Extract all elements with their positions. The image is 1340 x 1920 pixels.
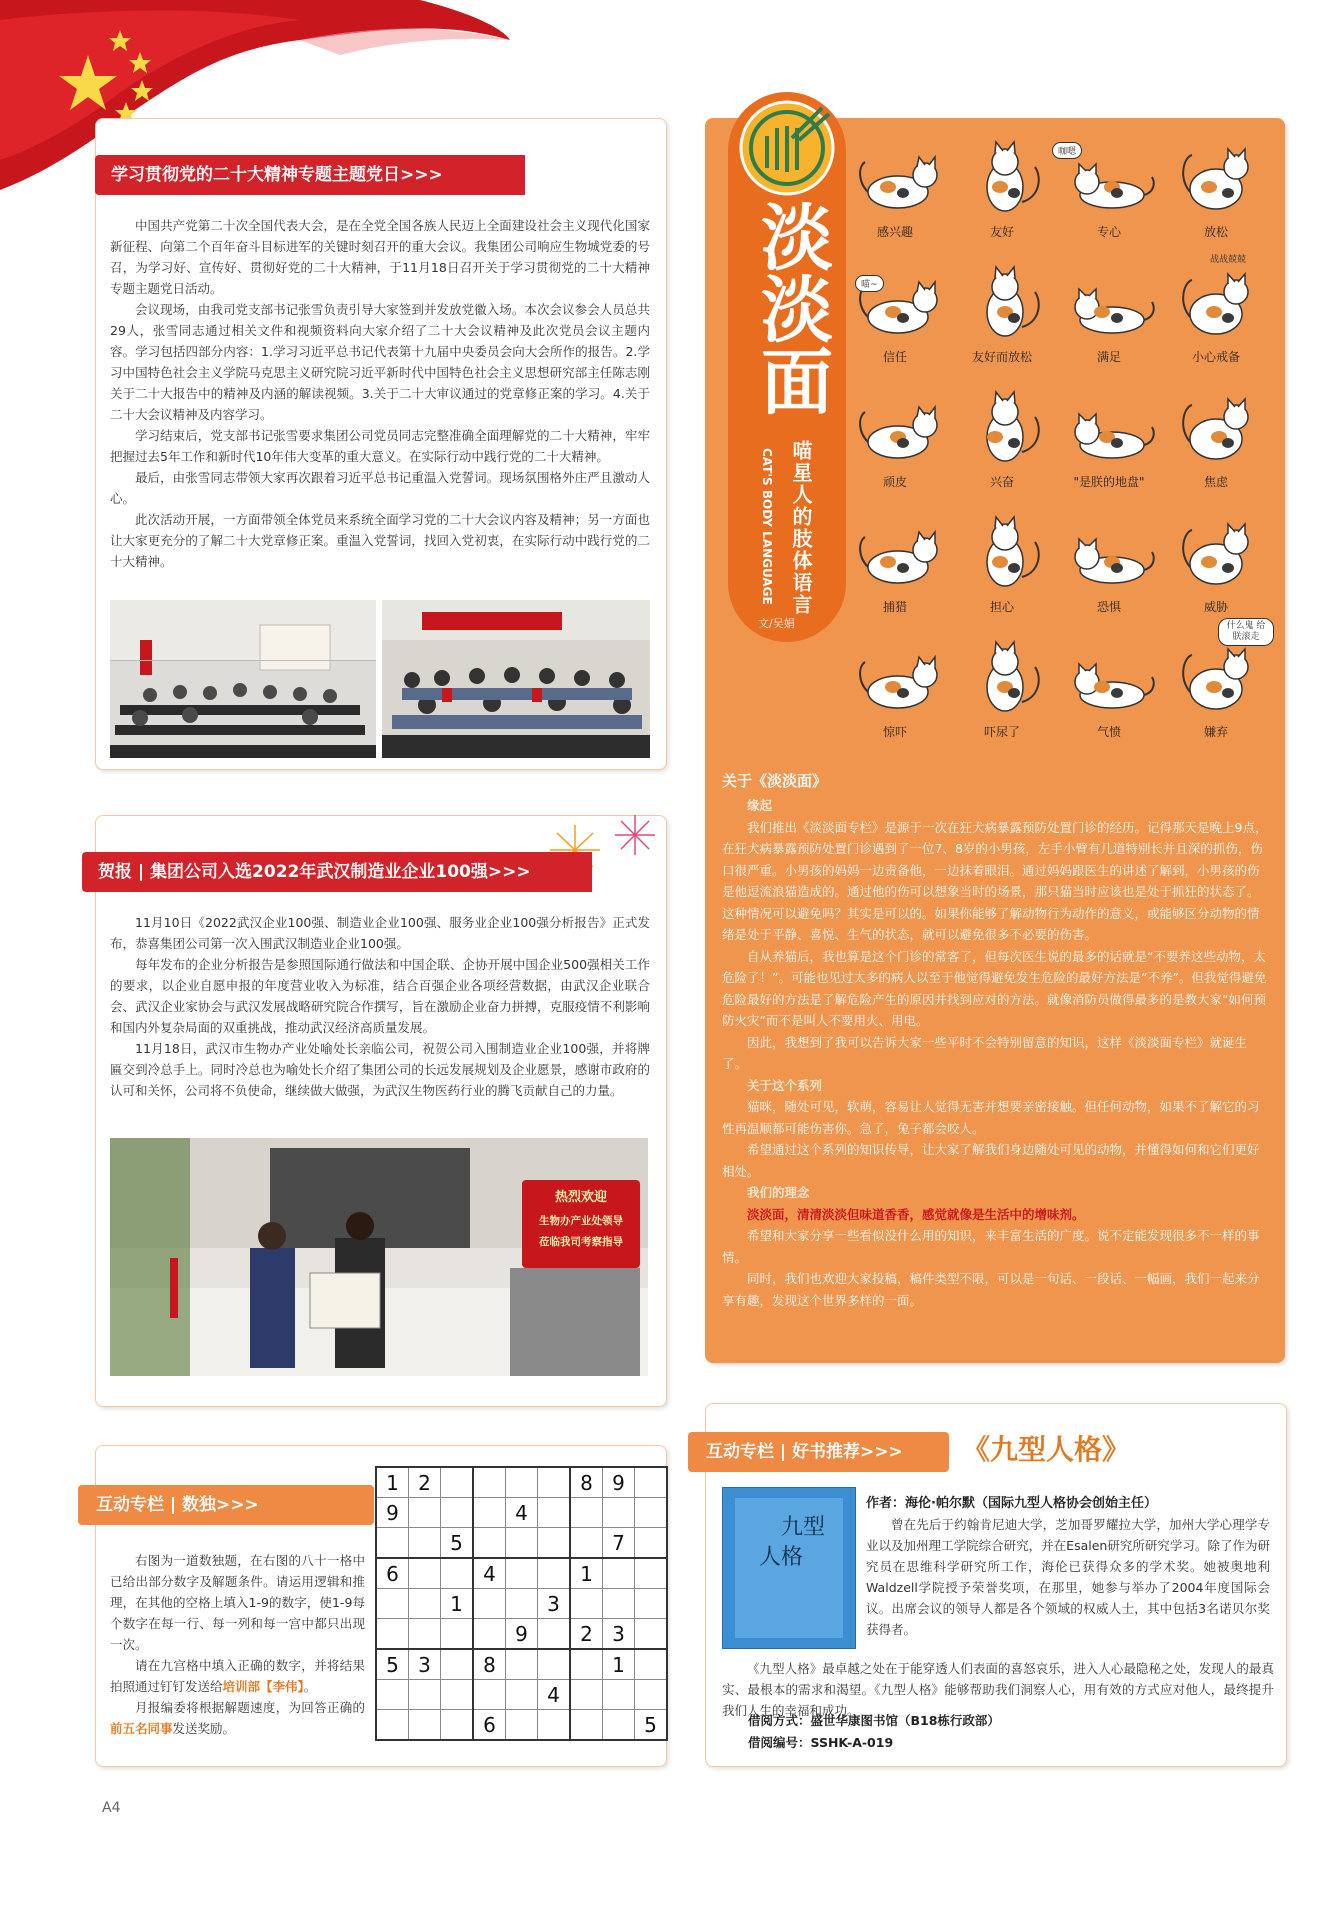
- paragraph: 曾在先后于约翰肯尼迪大学，芝加哥罗耀拉大学，加州大学心理学专业以及加州理工学院综合研究，并在Esalen研究所研究学习。除了作为研究员在思维科学研究所工作，海伦已获得众多的学术奖。她被奥地利Waldzell学院授予荣誉奖项，在那里，她参与举办了2004年度国际会议。出席会议的领导人都是各个领域的权威人士，其中包括3名诺贝尔奖获得者。: [866, 1517, 1270, 1637]
- sudoku-cell[interactable]: [409, 1589, 441, 1619]
- banner-line1: 热烈欢迎: [554, 1190, 607, 1205]
- sudoku-cell[interactable]: [473, 1619, 506, 1650]
- cat-label: 威胁: [1203, 600, 1228, 614]
- sub-origin: 缘起: [747, 798, 773, 813]
- paragraph: 我们推出《淡淡面专栏》是源于一次在狂犬病暴露预防处置门诊的经历。记得那天是晚上9点，在狂犬病暴露预防处置门诊遇到了一位7、8岁的小男孩，左手小臂有几道特别长并且深的抓伤，伤口很严重。小男孩的妈妈一边责备他，一边抹着眼泪。通过妈妈跟医生的讲述了解到，小男孩的伤是他逗流浪猫造成的。通过他的伤可以想象当时的场景，那只猫当时应该也是处于抓狂的状态了。这种情况可以避免吗？其实是可以的。如果你能够了解动物行为动作的意义，或能够区分动物的情绪是处于平静、喜悦、生气的状态，就可以避免很多不必要的伤害。: [722, 819, 1268, 942]
- cover-title-2: 人格: [759, 1545, 804, 1570]
- sudoku-cell[interactable]: [538, 1498, 571, 1528]
- sudoku-grid[interactable]: [375, 1466, 668, 1741]
- sudoku-cell[interactable]: 4: [538, 1680, 571, 1710]
- cat-label: 小心戒备: [1191, 350, 1240, 364]
- book-cover: [722, 1487, 856, 1649]
- sudoku-cell[interactable]: [473, 1498, 506, 1528]
- sudoku-cell[interactable]: 8: [570, 1467, 603, 1498]
- sudoku-cell[interactable]: 2: [570, 1619, 603, 1650]
- sudoku-cell[interactable]: [441, 1710, 474, 1741]
- sudoku-row: [376, 1498, 667, 1528]
- cat-label: 放松: [1203, 225, 1228, 239]
- cat-label: 兴奋: [989, 475, 1014, 489]
- sudoku-cell[interactable]: [570, 1498, 603, 1528]
- cat-icon: [960, 262, 1050, 347]
- sudoku-cell[interactable]: [635, 1680, 668, 1710]
- sudoku-cell[interactable]: [506, 1710, 538, 1741]
- cat-label: 恐惧: [1096, 600, 1121, 614]
- instruction-1: 右图为一道数独题，在右图的八十一格中已给出部分数字及解题条件。请运用逻辑和推理，在其他的空格上填入1-9的数字，使1-9每个数字在每一行、每一列和每一宫中都只出现一次。: [110, 1553, 365, 1652]
- cat-icon: [1067, 262, 1157, 347]
- sudoku-row: [376, 1467, 667, 1498]
- cover-title-1: 九型: [781, 1515, 826, 1540]
- cat-label: 感兴趣: [876, 225, 913, 239]
- cat-label: 友好而放松: [971, 350, 1032, 364]
- borrow-method: 借阅方式：盛世华康图书馆（B18栋行政部）: [748, 1713, 1000, 1728]
- sudoku-cell[interactable]: [441, 1649, 474, 1680]
- sudoku-cell[interactable]: [473, 1589, 506, 1619]
- speech-bubble: 咖嗯: [1052, 142, 1082, 159]
- cat-label: 惊吓: [882, 725, 907, 739]
- tandan-author: 文/吴娟: [758, 617, 795, 630]
- sudoku-cell[interactable]: [635, 1558, 668, 1589]
- cat-icon: [1067, 387, 1157, 472]
- cat-icon: [1174, 262, 1264, 347]
- sudoku-cell[interactable]: 9: [603, 1467, 635, 1498]
- sudoku-cell[interactable]: [409, 1528, 441, 1559]
- cat-icon: [853, 637, 943, 722]
- about-title: 关于《淡淡面》: [722, 772, 828, 790]
- sub-philosophy: 我们的理念: [747, 1185, 810, 1200]
- cat-icon: [1067, 512, 1157, 597]
- paragraph: 《九型人格》最卓越之处在于能穿透人们表面的喜怒哀乐，进入人心最隐秘之处，发现人的最真实、最根本的需求和渴望。《九型人格》能够帮助我们洞察人心，用有效的方式应对他人，最终提升我们人生的幸福和成功。: [722, 1661, 1274, 1718]
- borrow-code: 借阅编号：SSHK-A-019: [748, 1735, 894, 1750]
- sudoku-cell[interactable]: [441, 1619, 474, 1650]
- sudoku-cell[interactable]: [409, 1558, 441, 1589]
- sudoku-cell[interactable]: 5: [441, 1528, 474, 1559]
- sudoku-cell[interactable]: [506, 1589, 538, 1619]
- paragraph: 中国共产党第二十次全国代表大会，是在全党全国各族人民迈上全面建设社会主义现代化国家新征程、向第二个百年奋斗目标进军的关键时刻召开的重大会议。我集团公司响应生物城党委的号召，为学习好、宣传好、贯彻好党的二十大精神，于11月18日召开关于学习贯彻党的二十大精神专题主题党日活动。: [110, 218, 650, 296]
- sudoku-cell[interactable]: [570, 1680, 603, 1710]
- banner-line2: 生物办产业处领导: [539, 1215, 623, 1227]
- cat-label: 嫌弃: [1203, 725, 1228, 739]
- sudoku-cell[interactable]: [506, 1649, 538, 1680]
- sudoku-cell[interactable]: 6: [473, 1710, 506, 1741]
- sudoku-cell[interactable]: [409, 1680, 441, 1710]
- cat-label: 满足: [1096, 350, 1121, 364]
- sudoku-row: [376, 1710, 667, 1741]
- cat-label: 信任: [882, 350, 907, 364]
- cat-icon: [960, 137, 1050, 222]
- sudoku-cell[interactable]: [376, 1710, 409, 1741]
- sudoku-cell[interactable]: [538, 1710, 571, 1741]
- sudoku-cell[interactable]: [441, 1558, 474, 1589]
- paragraph: 希望和大家分享一些看似没什么用的知识，来丰富生活的广度。说不定能发现很多不一样的事情。: [722, 1228, 1260, 1265]
- sudoku-cell[interactable]: 4: [506, 1498, 538, 1528]
- reward-highlight: 前五名同事: [110, 1721, 173, 1736]
- cat-label: 焦虑: [1203, 475, 1228, 489]
- sudoku-cell[interactable]: [570, 1528, 603, 1559]
- sudoku-cell[interactable]: [506, 1558, 538, 1589]
- sudoku-cell[interactable]: 3: [538, 1589, 571, 1619]
- about-body: [722, 795, 1270, 1311]
- sudoku-cell[interactable]: [635, 1528, 668, 1559]
- sudoku-cell[interactable]: 2: [409, 1467, 441, 1498]
- paragraph: 猫咪，随处可见，软萌，容易让人觉得无害并想要亲密接触。但任何动物，如果不了解它的习性再温顺都可能伤害你。急了，兔子都会咬人。: [722, 1099, 1260, 1136]
- sudoku-cell[interactable]: [441, 1680, 474, 1710]
- sudoku-cell[interactable]: 1: [376, 1467, 409, 1498]
- sudoku-cell[interactable]: [635, 1467, 668, 1498]
- paragraph: 同时，我们也欢迎大家投稿，稿件类型不限，可以是一句话、一段话、一幅画，我们一起来分享有趣，发现这个世界多样的一面。: [722, 1271, 1260, 1308]
- cat-label: 担心: [989, 600, 1014, 614]
- sudoku-cell[interactable]: [603, 1498, 635, 1528]
- paragraph: 自从养猫后，我也算是这个门诊的常客了，但每次医生说的最多的话就是“不要养这些动物，太危险了！”。可能也见过太多的病人以至于他觉得避免发生危险的最好方法是“不养”。但我觉得避免危险最好的方法是了解危险产生的原因并找到应对的方法。就像消防员做得最多的是教大家“如何预防火灾”而不是叫人不要用火、用电。: [722, 948, 1267, 1028]
- sudoku-cell[interactable]: [603, 1589, 635, 1619]
- cat-icon: [1067, 637, 1157, 722]
- cat-icon: [853, 512, 943, 597]
- sudoku-cell[interactable]: [376, 1680, 409, 1710]
- sudoku-cell[interactable]: 9: [376, 1498, 409, 1528]
- tandan-big-title: 淡淡面: [749, 200, 833, 416]
- sudoku-cell[interactable]: [603, 1710, 635, 1741]
- instruction-3: 月报编委将根据解题速度，为回答正确的前五名同事发送奖励。: [110, 1700, 365, 1736]
- sudoku-cell[interactable]: [506, 1528, 538, 1559]
- sudoku-cell[interactable]: [441, 1498, 474, 1528]
- paragraph: 11月10日《2022武汉企业100强、制造业企业100强、服务业企业100强分析报告》正式发布，恭喜集团公司第一次入围武汉制造业企业100强。: [110, 915, 650, 951]
- contact-highlight: 培训部【李伟】: [222, 1679, 304, 1694]
- book-author-bio: [866, 1514, 1270, 1640]
- cat-icon: [960, 637, 1050, 722]
- sudoku-cell[interactable]: [376, 1528, 409, 1559]
- book-title: 《九型人格》: [962, 1433, 1131, 1466]
- paragraph: 最后，由张雪同志带领大家再次跟着习近平总书记重温入党誓词。现场氛围格外庄严且激动人心。: [110, 470, 650, 506]
- book-tag: 互动专栏 | 好书推荐>>>: [688, 1432, 949, 1472]
- cat-icon: [960, 387, 1050, 472]
- speech-bubble: 战战兢兢: [1210, 255, 1247, 265]
- sudoku-cell[interactable]: [473, 1680, 506, 1710]
- page-number: A4: [102, 1800, 121, 1816]
- tandan-subtitle: 喵星人的肢体语言: [789, 440, 813, 616]
- sudoku-cell[interactable]: 7: [603, 1528, 635, 1559]
- paragraph: 希望通过这个系列的知识传导，让大家了解我们身边随处可见的动物，并懂得如何和它们更好相处。: [722, 1142, 1260, 1179]
- cat-label: 专心: [1096, 225, 1121, 239]
- sudoku-cell[interactable]: [538, 1528, 571, 1559]
- sudoku-cell[interactable]: [635, 1498, 668, 1528]
- paragraph: 学习结束后，党支部书记张雪要求集团公司党员同志完整准确全面理解党的二十大精神，牢牢把握过去5年工作和新时代10年伟大变革的重大意义。在实际行动中践行党的二十大精神。: [110, 428, 650, 464]
- sudoku-cell[interactable]: 5: [635, 1710, 668, 1741]
- paragraph: 每年发布的企业分析报告是参照国际通行做法和中国企联、企协开展中国企业500强相关工作的要求，以企业自愿申报的年度营业收入为标准，结合百强企业各项经营数据，由武汉企业联合会、武汉企业家协会与武汉发展战略研究院合作撰写，旨在激励企业奋力拼搏，克服疫情不利影响和国内外复杂局面的双重挑战，推动武汉经济高质量发展。: [110, 957, 650, 1035]
- sudoku-cell[interactable]: [570, 1710, 603, 1741]
- paragraph: 会议现场，由我司党支部书记张雪负责引导大家签到并发放党徽入场。本次会议参会人员总共29人，张雪同志通过相关文件和视频资料向大家介绍了二十大会议精神及此次党员会议主题内容。学习包括四部分内容：1.学习习近平总书记代表第十九届中央委员会向大会所作的报告。2.学习中国特色社会主义学院马克思主义研究院习近平新时代中国特色社会主义思想研究部主任陈志刚关于二十大报告中的精神及内涵的解读视频。3.关于二十大审议通过的党章修正案的学习。4.关于二十大会议精神及内容学习。: [110, 302, 650, 422]
- sudoku-cell[interactable]: [570, 1589, 603, 1619]
- banner-line3: 莅临我司考察指导: [539, 1236, 623, 1248]
- sudoku-cell[interactable]: 3: [603, 1619, 635, 1650]
- sudoku-row: [376, 1680, 667, 1710]
- sudoku-cell[interactable]: [506, 1467, 538, 1498]
- sudoku-cell[interactable]: 4: [473, 1558, 506, 1589]
- sudoku-cell[interactable]: 9: [506, 1619, 538, 1650]
- sudoku-cell[interactable]: [603, 1680, 635, 1710]
- cat-label: 友好: [989, 225, 1014, 239]
- sudoku-row: [376, 1528, 667, 1559]
- sudoku-cell[interactable]: [603, 1558, 635, 1589]
- sudoku-title: 互动专栏 | 数独>>>: [78, 1485, 374, 1525]
- sudoku-cell[interactable]: [538, 1558, 571, 1589]
- sudoku-cell[interactable]: [635, 1589, 668, 1619]
- welcome-banner: [522, 1180, 640, 1268]
- sudoku-cell[interactable]: [473, 1467, 506, 1498]
- instruction-2: 请在九宫格中填入正确的数字，并将结果拍照通过钉钉发送给培训部【李伟】。: [110, 1658, 365, 1694]
- sudoku-cell[interactable]: [635, 1619, 668, 1650]
- cat-icon: [1174, 387, 1264, 472]
- sudoku-cell[interactable]: [473, 1528, 506, 1559]
- sudoku-cell[interactable]: [538, 1467, 571, 1498]
- philosophy-highlight: 淡淡面，清清淡淡但味道香香，感觉就像是生活中的增味剂。: [747, 1206, 1085, 1222]
- meeting-photo-right: [382, 600, 650, 758]
- sudoku-cell[interactable]: [409, 1710, 441, 1741]
- paragraph: 此次活动开展，一方面带领全体党员来系统全面学习党的二十大会议内容及精神；另一方面也让大家更充分的了解二十大党章修正案。重温入党誓词，找回入党初衷，在实际行动中践行党的二十大精神。: [110, 512, 650, 569]
- book-author: 作者：海伦·帕尔默（国际九型人格协会创始主任）: [866, 1496, 1157, 1511]
- sudoku-row: [376, 1558, 667, 1589]
- award-title: 贺报 | 集团公司入选2022年武汉制造业企业100强>>>: [82, 852, 592, 892]
- sudoku-row: [376, 1619, 667, 1650]
- paragraph: 因此，我想到了我可以告诉大家一些平时不会特别留意的知识，这样《淡淡面专栏》就诞生了。: [722, 1034, 1248, 1071]
- award-body: [110, 912, 650, 1101]
- sudoku-cell[interactable]: [409, 1619, 441, 1650]
- sub-series: 关于这个系列: [747, 1077, 823, 1093]
- sudoku-cell[interactable]: 1: [570, 1558, 603, 1589]
- sudoku-cell[interactable]: 5: [376, 1649, 409, 1680]
- award-photo: [110, 1138, 648, 1376]
- sudoku-cell[interactable]: 8: [473, 1649, 506, 1680]
- sudoku-cell[interactable]: 3: [409, 1649, 441, 1680]
- party-day-body: [110, 215, 650, 572]
- speech-bubble: 什么鬼 给朕滚走: [1218, 618, 1274, 646]
- sudoku-cell[interactable]: [538, 1649, 571, 1680]
- paragraph: 11月18日，武汉市生物办产业处喻处长亲临公司，祝贺公司入围制造业企业100强，并将牌匾交到冷总手上。同时冷总也为喻处长介绍了集团公司的长远发展规划及企业愿景，感谢市政府的认可和关怀，公司将不负使命，继续做大做强，为武汉生物医药行业的腾飞贡献自己的力量。: [110, 1041, 650, 1098]
- sudoku-cell[interactable]: [441, 1467, 474, 1498]
- cat-icon: [960, 512, 1050, 597]
- cat-label: 捕猎: [882, 600, 907, 614]
- sudoku-cell[interactable]: [635, 1649, 668, 1680]
- sudoku-cell[interactable]: [376, 1589, 409, 1619]
- sudoku-cell[interactable]: 1: [441, 1589, 474, 1619]
- cat-label: 气愤: [1096, 725, 1121, 739]
- tandan-subtitle-en: CAT'S BODY LANGUAGE: [760, 448, 774, 605]
- party-day-title: 学习贯彻党的二十大精神专题主题党日>>>: [95, 155, 525, 195]
- cat-icon: [1174, 512, 1264, 597]
- sudoku-cell[interactable]: [409, 1498, 441, 1528]
- speech-bubble: 喵~: [855, 275, 884, 292]
- sudoku-row: [376, 1649, 667, 1680]
- cat-label: 顽皮: [882, 475, 907, 489]
- cat-label: "是朕的地盘": [1073, 475, 1145, 489]
- sudoku-row: [376, 1589, 667, 1619]
- meeting-photo-left: [110, 600, 376, 758]
- cat-icon: [1174, 137, 1264, 222]
- cat-illustrations: [845, 125, 1275, 750]
- cat-label: 吓尿了: [983, 725, 1020, 739]
- sudoku-cell[interactable]: [570, 1649, 603, 1680]
- sudoku-cell[interactable]: 6: [376, 1558, 409, 1589]
- sudoku-instructions: [110, 1550, 365, 1739]
- cat-icon: [853, 387, 943, 472]
- sudoku-cell[interactable]: [376, 1619, 409, 1650]
- sudoku-cell[interactable]: [538, 1619, 571, 1650]
- sudoku-cell[interactable]: 1: [603, 1649, 635, 1680]
- cat-icon: [853, 137, 943, 222]
- sudoku-cell[interactable]: [506, 1680, 538, 1710]
- cat-icon: [1174, 637, 1264, 722]
- noodle-logo-icon: [737, 98, 837, 198]
